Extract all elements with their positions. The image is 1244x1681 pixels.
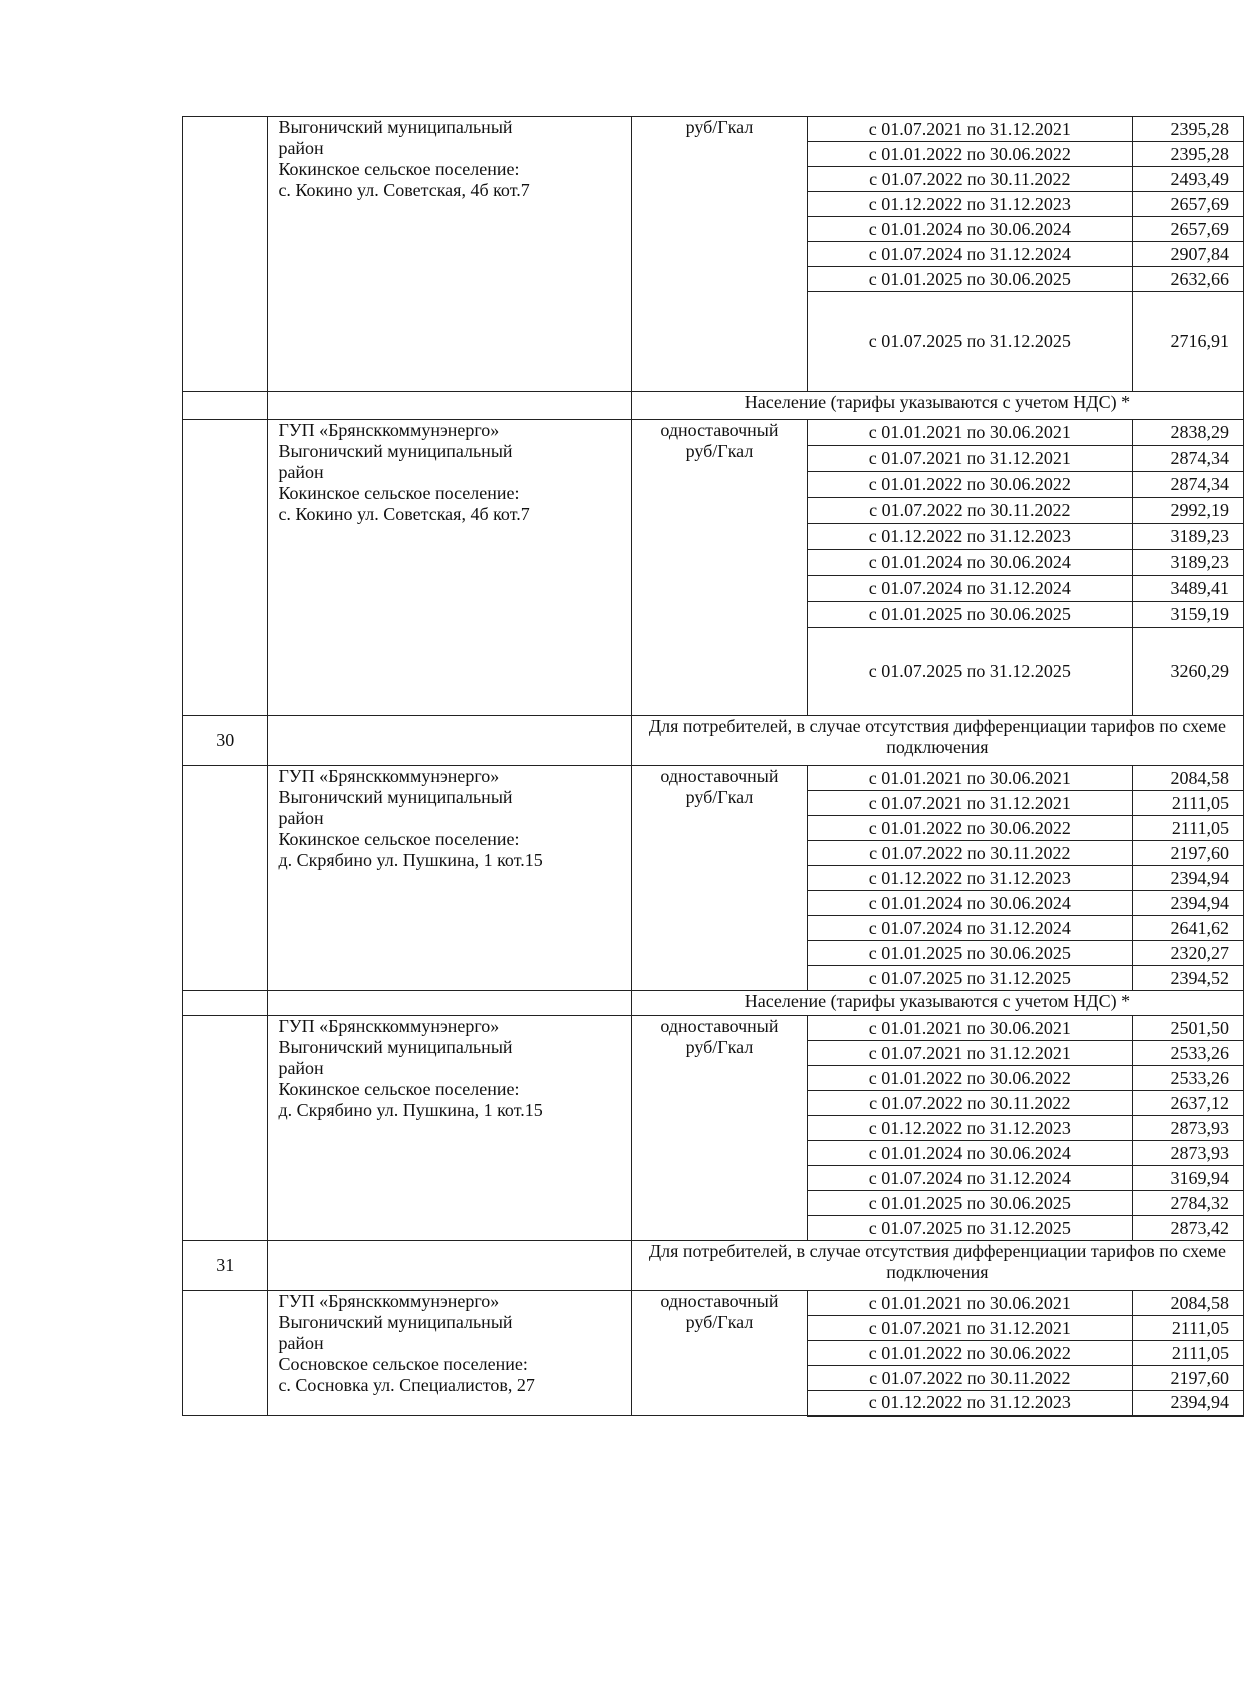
tariff-value-cell: 2395,28	[1132, 117, 1243, 142]
organization-cell	[268, 1016, 631, 1241]
organization-line: Выгоничский муниципальный	[278, 787, 513, 807]
tariff-value-cell: 2533,26	[1132, 1066, 1243, 1091]
empty-cell	[268, 991, 631, 1016]
tariff-value-cell: 2197,60	[1132, 841, 1243, 866]
period-cell: с 01.01.2025 по 30.06.2025	[808, 267, 1132, 292]
organization-line: ГУП «Брянсккоммунэнерго»	[278, 1291, 500, 1311]
organization-line: Выгоничский муниципальный	[278, 1312, 513, 1332]
period-cell: с 01.07.2022 по 30.11.2022	[808, 167, 1132, 192]
organization-line: район	[278, 1058, 324, 1078]
unit-line: руб/Гкал	[685, 117, 754, 137]
section-header: Для потребителей, в случае отсутствия дифференциации тарифов по схеме подключения	[631, 716, 1243, 766]
period-cell: с 01.07.2022 по 30.11.2022	[808, 841, 1132, 866]
tariff-value-cell: 2320,27	[1132, 941, 1243, 966]
period-cell: с 01.01.2024 по 30.06.2024	[808, 1141, 1132, 1166]
tariff-value-cell: 2111,05	[1132, 816, 1243, 841]
organization-cell	[268, 420, 631, 716]
organization-cell	[268, 766, 631, 991]
tariff-value-cell: 2657,69	[1132, 192, 1243, 217]
number-cell	[183, 420, 268, 716]
tariff-value-cell: 2641,62	[1132, 916, 1243, 941]
organization-line: Выгоничский муниципальный	[278, 441, 513, 461]
tariff-value-cell: 2533,26	[1132, 1041, 1243, 1066]
organization-line: с. Сосновка ул. Специалистов, 27	[278, 1375, 535, 1395]
tariff-row	[183, 117, 1244, 142]
period-cell: с 01.12.2022 по 31.12.2023	[808, 1116, 1132, 1141]
period-cell: с 01.01.2022 по 30.06.2022	[808, 816, 1132, 841]
tariff-row	[183, 766, 1244, 791]
tariff-value-cell: 2874,34	[1132, 446, 1243, 472]
organization-cell	[268, 1291, 631, 1416]
tariff-row	[183, 420, 1244, 446]
tariff-value-cell: 3159,19	[1132, 602, 1243, 628]
tariff-value-cell: 2873,93	[1132, 1141, 1243, 1166]
unit-line: руб/Гкал	[685, 1037, 754, 1057]
section-number	[183, 991, 268, 1016]
organization-line: ГУП «Брянсккоммунэнерго»	[278, 420, 500, 440]
section-header: Население (тарифы указываются с учетом НДС) *	[631, 392, 1243, 420]
unit-cell	[631, 1291, 807, 1416]
number-cell	[183, 1016, 268, 1241]
period-cell: с 01.01.2022 по 30.06.2022	[808, 1341, 1132, 1366]
tariff-value-cell: 2394,94	[1132, 1391, 1243, 1416]
period-cell: с 01.07.2021 по 31.12.2021	[808, 1041, 1132, 1066]
period-cell: с 01.07.2025 по 31.12.2025	[808, 1216, 1132, 1241]
tariff-value-cell: 2784,32	[1132, 1191, 1243, 1216]
unit-line: руб/Гкал	[685, 1312, 754, 1332]
section-header-row	[183, 991, 1244, 1016]
tariff-value-cell: 2657,69	[1132, 217, 1243, 242]
organization-line: Выгоничский муниципальный	[278, 1037, 513, 1057]
tariff-value-cell: 2084,58	[1132, 766, 1243, 791]
tariff-value-cell: 2395,28	[1132, 142, 1243, 167]
unit-line: одноставочный	[660, 420, 779, 440]
period-cell: с 01.01.2022 по 30.06.2022	[808, 142, 1132, 167]
unit-cell	[631, 1016, 807, 1241]
section-header-row	[183, 716, 1244, 766]
unit-line: руб/Гкал	[685, 787, 754, 807]
unit-line: одноставочный	[660, 1016, 779, 1036]
unit-cell	[631, 117, 807, 392]
tariff-value-cell: 2111,05	[1132, 1341, 1243, 1366]
period-cell: с 01.01.2022 по 30.06.2022	[808, 1066, 1132, 1091]
tariff-value-cell: 3489,41	[1132, 576, 1243, 602]
period-cell: с 01.07.2025 по 31.12.2025	[808, 628, 1132, 716]
period-cell: с 01.07.2024 по 31.12.2024	[808, 1166, 1132, 1191]
tariff-value-cell: 2907,84	[1132, 242, 1243, 267]
period-cell: с 01.07.2021 по 31.12.2021	[808, 446, 1132, 472]
organization-line: д. Скрябино ул. Пушкина, 1 кот.15	[278, 1100, 543, 1120]
section-header: Население (тарифы указываются с учетом НДС) *	[631, 991, 1243, 1016]
period-cell: с 01.01.2022 по 30.06.2022	[808, 472, 1132, 498]
section-number: 31	[183, 1241, 268, 1291]
period-cell: с 01.01.2025 по 30.06.2025	[808, 941, 1132, 966]
tariff-value-cell: 2394,94	[1132, 891, 1243, 916]
tariff-value-cell: 3169,94	[1132, 1166, 1243, 1191]
section-header-row	[183, 1241, 1244, 1291]
empty-cell	[268, 392, 631, 420]
tariff-value-cell: 2493,49	[1132, 167, 1243, 192]
period-cell: с 01.01.2021 по 30.06.2021	[808, 420, 1132, 446]
period-cell: с 01.07.2021 по 31.12.2021	[808, 1316, 1132, 1341]
period-cell: с 01.01.2024 по 30.06.2024	[808, 550, 1132, 576]
tariff-value-cell: 3189,23	[1132, 524, 1243, 550]
tariff-value-cell: 2873,42	[1132, 1216, 1243, 1241]
tariff-value-cell: 2501,50	[1132, 1016, 1243, 1041]
section-header-row	[183, 392, 1244, 420]
tariff-row	[183, 1016, 1244, 1041]
tariff-value-cell: 2111,05	[1132, 791, 1243, 816]
tariff-value-cell: 2873,93	[1132, 1116, 1243, 1141]
organization-line: район	[278, 1333, 324, 1353]
period-cell: с 01.07.2021 по 31.12.2021	[808, 791, 1132, 816]
organization-line: Выгоничский муниципальный	[278, 117, 513, 137]
tariff-value-cell: 2394,52	[1132, 966, 1243, 991]
period-cell: с 01.01.2024 по 30.06.2024	[808, 217, 1132, 242]
period-cell: с 01.01.2025 по 30.06.2025	[808, 1191, 1132, 1216]
section-header: Для потребителей, в случае отсутствия дифференциации тарифов по схеме подключения	[631, 1241, 1243, 1291]
organization-line: ГУП «Брянсккоммунэнерго»	[278, 1016, 500, 1036]
organization-line: ГУП «Брянсккоммунэнерго»	[278, 766, 500, 786]
period-cell: с 01.07.2024 по 31.12.2024	[808, 916, 1132, 941]
period-cell: с 01.07.2024 по 31.12.2024	[808, 576, 1132, 602]
period-cell: с 01.12.2022 по 31.12.2023	[808, 1391, 1132, 1416]
period-cell: с 01.01.2021 по 30.06.2021	[808, 766, 1132, 791]
tariff-table	[182, 116, 1244, 1417]
number-cell	[183, 1291, 268, 1416]
tariff-value-cell: 2874,34	[1132, 472, 1243, 498]
period-cell: с 01.07.2022 по 30.11.2022	[808, 498, 1132, 524]
organization-line: район	[278, 462, 324, 482]
tariff-value-cell: 2716,91	[1132, 292, 1243, 392]
tariff-value-cell: 2084,58	[1132, 1291, 1243, 1316]
tariff-value-cell: 3260,29	[1132, 628, 1243, 716]
period-cell: с 01.01.2021 по 30.06.2021	[808, 1291, 1132, 1316]
tariff-row	[183, 1291, 1244, 1316]
organization-line: с. Кокино ул. Советская, 4б кот.7	[278, 504, 530, 524]
period-cell: с 01.07.2024 по 31.12.2024	[808, 242, 1132, 267]
unit-line: одноставочный	[660, 766, 779, 786]
period-cell: с 01.01.2021 по 30.06.2021	[808, 1016, 1132, 1041]
number-cell	[183, 766, 268, 991]
organization-line: д. Скрябино ул. Пушкина, 1 кот.15	[278, 850, 543, 870]
period-cell: с 01.07.2025 по 31.12.2025	[808, 292, 1132, 392]
number-cell	[183, 117, 268, 392]
period-cell: с 01.07.2022 по 30.11.2022	[808, 1366, 1132, 1391]
period-cell: с 01.07.2025 по 31.12.2025	[808, 966, 1132, 991]
organization-line: район	[278, 808, 324, 828]
document-page	[182, 116, 1244, 1417]
organization-line: с. Кокино ул. Советская, 4б кот.7	[278, 180, 530, 200]
tariff-value-cell: 2637,12	[1132, 1091, 1243, 1116]
empty-cell	[268, 1241, 631, 1291]
period-cell: с 01.01.2025 по 30.06.2025	[808, 602, 1132, 628]
unit-line: руб/Гкал	[685, 441, 754, 461]
organization-line: Кокинское сельское поселение:	[278, 829, 520, 849]
empty-cell	[268, 716, 631, 766]
organization-line: район	[278, 138, 324, 158]
unit-line: одноставочный	[660, 1291, 779, 1311]
unit-cell	[631, 420, 807, 716]
period-cell: с 01.12.2022 по 31.12.2023	[808, 524, 1132, 550]
tariff-value-cell: 2838,29	[1132, 420, 1243, 446]
unit-cell	[631, 766, 807, 991]
tariff-value-cell: 3189,23	[1132, 550, 1243, 576]
tariff-value-cell: 2632,66	[1132, 267, 1243, 292]
period-cell: с 01.12.2022 по 31.12.2023	[808, 192, 1132, 217]
tariff-value-cell: 2992,19	[1132, 498, 1243, 524]
period-cell: с 01.12.2022 по 31.12.2023	[808, 866, 1132, 891]
period-cell: с 01.01.2024 по 30.06.2024	[808, 891, 1132, 916]
period-cell: с 01.07.2022 по 30.11.2022	[808, 1091, 1132, 1116]
organization-line: Кокинское сельское поселение:	[278, 159, 520, 179]
organization-line: Кокинское сельское поселение:	[278, 483, 520, 503]
organization-line: Кокинское сельское поселение:	[278, 1079, 520, 1099]
organization-cell	[268, 117, 631, 392]
tariff-value-cell: 2111,05	[1132, 1316, 1243, 1341]
tariff-value-cell: 2197,60	[1132, 1366, 1243, 1391]
period-cell: с 01.07.2021 по 31.12.2021	[808, 117, 1132, 142]
tariff-value-cell: 2394,94	[1132, 866, 1243, 891]
organization-line: Сосновское сельское поселение:	[278, 1354, 528, 1374]
section-number	[183, 392, 268, 420]
section-number: 30	[183, 716, 268, 766]
